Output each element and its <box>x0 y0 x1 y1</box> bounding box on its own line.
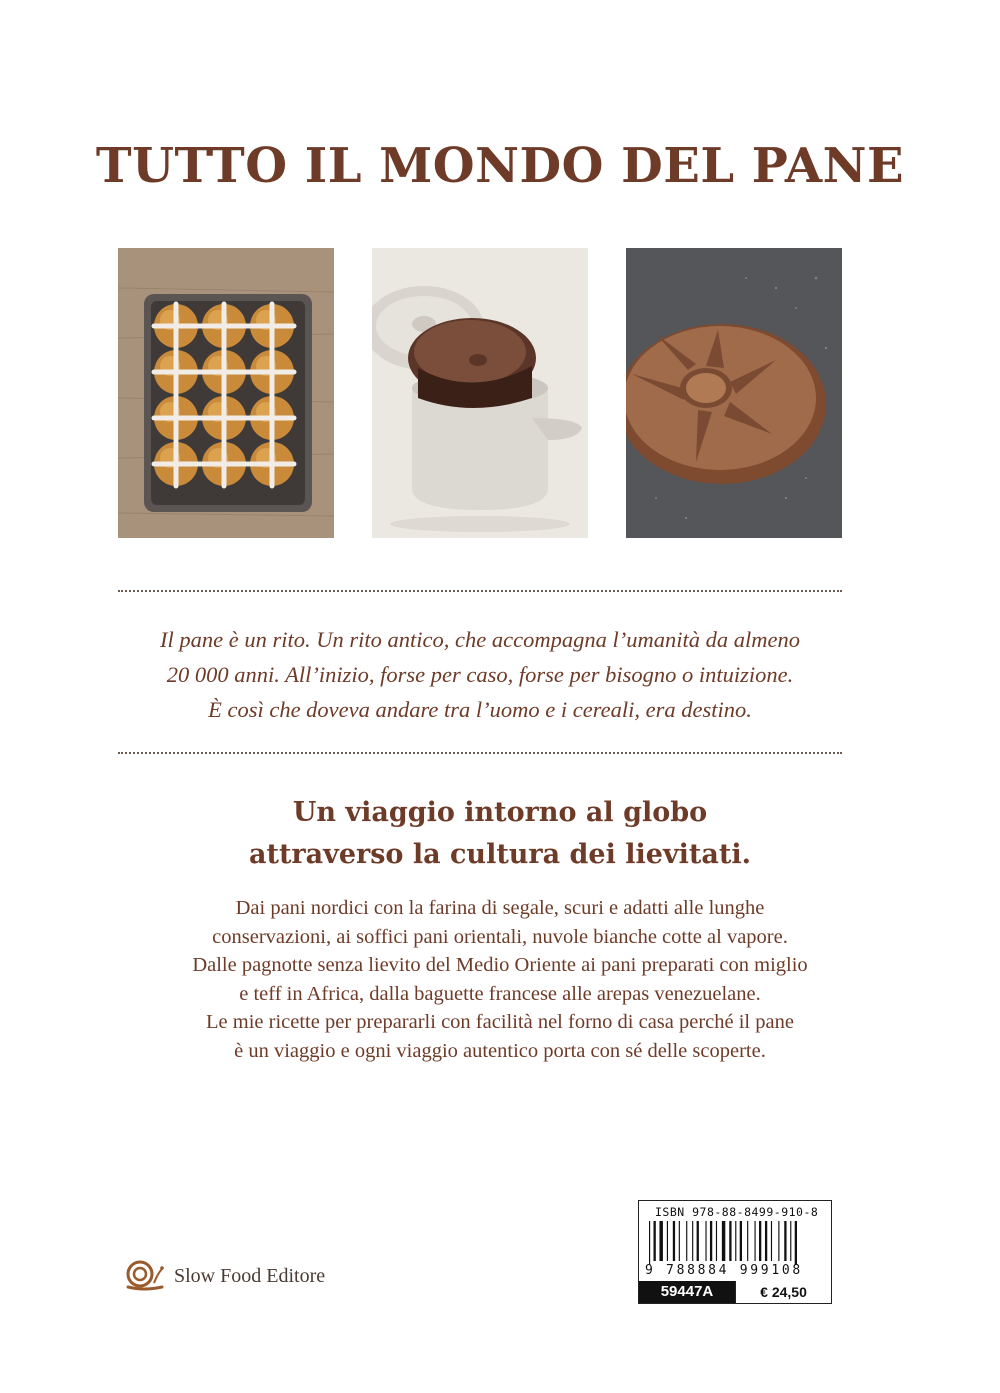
barcode-label <box>638 1200 832 1304</box>
subheading-line: Un viaggio intorno al globo <box>292 797 708 828</box>
product-code: 59447A <box>639 1281 735 1303</box>
body-line: e teff in Africa, dalla baguette francese alle arepas venezuelane. <box>239 982 761 1005</box>
publisher-name: Slow Food Editore <box>174 1264 326 1287</box>
barcode-digits: 9 788884 999108 <box>645 1263 803 1278</box>
isbn-text: ISBN 978-88-8499-910-8 <box>655 1205 819 1219</box>
snail-logo-icon <box>124 1259 166 1293</box>
body-line: conservazioni, ai soffici pani orientali, nuvole bianche cotte al vapore. <box>212 925 788 948</box>
book-title: TUTTO IL MONDO DEL PANE <box>95 138 905 194</box>
body-line: è un viaggio e ogni viaggio autentico porta con sé delle scoperte. <box>234 1039 766 1062</box>
subheading-line: attraverso la cultura dei lievitati. <box>248 839 751 870</box>
quote-line: Il pane è un rito. Un rito antico, che accompagna l’umanità da almeno <box>160 627 800 652</box>
pot-bread-photo <box>372 248 588 538</box>
publisher <box>124 1258 325 1294</box>
description-text <box>100 894 900 1065</box>
body-line: Dai pani nordici con la farina di segale, scuri e adatti alle lunghe <box>235 897 765 919</box>
subheading <box>118 792 882 876</box>
quote-line: 20 000 anni. All’inizio, forse per caso, forse per bisogno o intuizione. <box>166 662 794 687</box>
barcode-bars <box>647 1221 823 1265</box>
dotted-divider <box>118 590 842 592</box>
body-line: Dalle pagnotte senza lievito del Medio Oriente ai pani preparati con miglio <box>192 954 808 976</box>
dotted-divider <box>118 752 842 754</box>
quote-line: È così che doveva andare tra l’uomo e i cereali, era destino. <box>208 697 752 722</box>
intro-quote <box>118 622 842 727</box>
price-label: € 24,50 <box>735 1281 831 1303</box>
rye-loaf-photo <box>626 248 842 538</box>
body-line: Le mie ricette per prepararli con facilità nel forno di casa perché il pane <box>206 1011 794 1033</box>
hot-cross-buns-photo <box>118 248 334 538</box>
